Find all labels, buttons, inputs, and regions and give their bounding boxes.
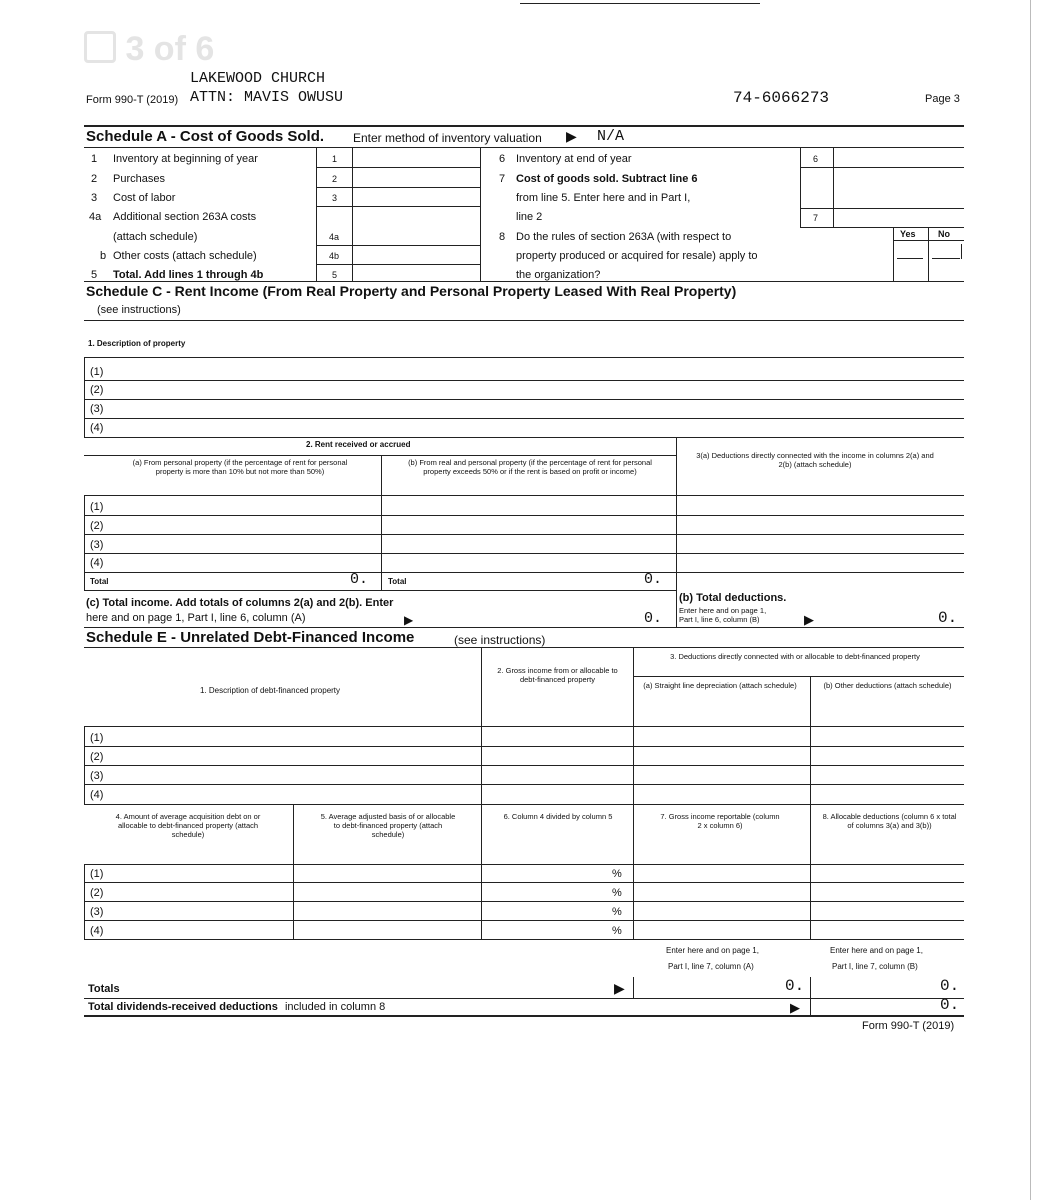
col6-header: 6. Column 4 divided by column 5 [503,812,613,821]
row-label: (4) [90,789,104,801]
row-label: (2) [90,520,104,532]
page-indicator-overlay [84,30,214,69]
line-label: Inventory at end of year [516,153,632,165]
row-label: (2) [90,384,104,396]
col8-header: 8. Allocable deductions (column 6 x total of columns 3(a) and 3(b)) [822,812,957,830]
totals-7-value: 0. [785,977,805,995]
schedule-e-title: Schedule E - Unrelated Debt-Financed Income [86,629,415,646]
row-label: (4) [90,422,104,434]
line-num: 4a [89,211,102,223]
total-deductions-sub1: Enter here and on page 1, [679,606,767,615]
ein: 74-6066273 [733,89,830,107]
box-label: 2 [332,174,338,184]
total-income-value: 0. [644,610,663,627]
page-indicator-icon [84,31,116,63]
enter-7-line2: Part I, line 7, column (A) [668,962,754,971]
page-number: Page 3 [925,93,960,105]
row-label: (3) [90,539,104,551]
col-b-header: (b) From real and personal property (if the percentage of rent for personal property exceeds 50% or if the rent is based on profit or income) [408,458,652,476]
arrow-icon: ▶ [804,612,814,627]
line-label: Total. Add lines 1 through 4b [113,269,264,281]
line-label: Additional section 263A costs [113,211,257,223]
row-label: (3) [90,770,104,782]
enter-8-line2: Part I, line 7, column (B) [832,962,918,971]
line-num: 3 [91,192,98,204]
line-num: 1 [91,153,98,165]
line-label: Cost of labor [113,192,176,204]
enter-7-line1: Enter here and on page 1, [666,946,759,955]
box-label: 7 [813,213,819,223]
no-checkbox[interactable] [932,258,960,259]
col7-header: 7. Gross income reportable (column 2 x column 6) [660,812,780,830]
col4-header: 4. Amount of average acquisition debt on or allocable to debt-financed property (attach schedule) [115,812,261,839]
total-deductions-value: 0. [938,609,958,627]
line-num: 7 [499,173,506,185]
schedule-a-method-value: N/A [597,128,625,145]
box-label: 1 [332,154,338,164]
line-num: 5 [91,269,98,281]
schedule-e-see: (see instructions) [454,633,546,647]
box-label: 4b [329,251,340,261]
org-name: LAKEWOOD CHURCH [190,70,326,87]
dividends-label [88,1001,385,1013]
row-label: (4) [90,925,104,937]
yes-checkbox[interactable] [897,258,923,259]
dividends-label-text: Total dividends-received deductions [88,1001,278,1013]
line-label: from line 5. Enter here and in Part I, [516,192,691,204]
total-income-line1: (c) Total income. Add totals of columns 2(a) and 2(b). Enter [86,597,394,609]
line-label: Other costs (attach schedule) [113,250,257,262]
row-label: (2) [90,751,104,763]
row-label: (1) [90,868,104,880]
percent-sign: % [612,868,622,880]
box-label: 6 [813,154,819,164]
box-label: 5 [332,270,338,280]
col2-header: 2. Gross income from or allocable to debt-financed property [497,666,618,684]
schedule-c-see: (see instructions) [97,304,181,316]
row-label: (1) [90,501,104,513]
percent-sign: % [612,925,622,937]
yes-label: Yes [900,229,916,239]
enter-8-line1: Enter here and on page 1, [830,946,923,955]
schedule-a-method-label: Enter method of inventory valuation [353,131,542,145]
rent-header: 2. Rent received or accrued [306,440,411,449]
dividends-note: included in column 8 [284,1001,386,1013]
row-label: (4) [90,557,104,569]
attn-line: ATTN: MAVIS OWUSU [190,89,344,106]
line-num: 8 [499,231,506,243]
total-label: Total [90,577,109,586]
line-num: b [100,250,107,262]
col3-header: 3. Deductions directly connected with or allocable to debt-financed property [670,652,920,661]
input-field[interactable] [353,148,479,166]
line-label: property produced or acquired for resale) apply to [516,250,758,262]
row-label: (2) [90,887,104,899]
arrow-icon: ▶ [404,613,414,627]
row-label: (3) [90,403,104,415]
totals-label: Totals [88,983,120,995]
footer-form-label: Form 990-T (2019) [862,1020,955,1032]
line-label: line 2 [516,211,543,223]
row-label: (3) [90,906,104,918]
page-indicator-label: 3 of 6 [125,30,215,68]
form-label: Form 990-T (2019) [86,94,179,106]
total-deductions-title: (b) Total deductions. [679,592,787,604]
col5-header: 5. Average adjusted basis of or allocable to debt-financed property (attach schedule) [320,812,456,839]
total-b-label: Total [388,577,407,586]
totals-8-value: 0. [940,977,960,995]
col-a-header: (a) From personal property (if the percentage of rent for personal property is more than 10% but not more than 50%) [132,458,348,476]
row-label: (1) [90,366,104,378]
no-label: No [938,229,950,239]
line-label: (attach schedule) [113,231,198,243]
arrow-icon: ▶ [614,980,625,996]
arrow-icon: ▶ [566,128,577,144]
box-label: 4a [329,232,340,242]
col-3a-header: 3(a) Deductions directly connected with the income in columns 2(a) and 2(b) (attach schedule) [696,451,934,469]
box-label: 3 [332,193,338,203]
row-label: (1) [90,732,104,744]
col3b-header: (b) Other deductions (attach schedule) [823,681,952,690]
total-income-line2: here and on page 1, Part I, line 6, column (A) [86,612,306,624]
line-label: Inventory at beginning of year [113,153,258,165]
schedule-c-title: Schedule C - Rent Income (From Real Property and Personal Property Leased With Real Property) [86,283,737,299]
col3a-header: (a) Straight line depreciation (attach schedule) [643,681,797,690]
total-deductions-sub2: Part I, line 6, column (B) [679,615,760,624]
line-num: 6 [499,153,506,165]
percent-sign: % [612,887,622,899]
total-b-value: 0. [644,571,663,588]
line-label: the organization? [516,269,601,281]
arrow-icon: ▶ [790,1000,800,1015]
dividends-value: 0. [940,996,960,1014]
line-label: Cost of goods sold. Subtract line 6 [516,173,698,185]
line-label: Purchases [113,173,165,185]
line-num: 2 [91,173,98,185]
schedule-c-desc-label: 1. Description of property [88,339,186,348]
total-a-value: 0. [350,571,369,588]
line-label: Do the rules of section 263A (with respect to [516,231,732,243]
schedule-a-title: Schedule A - Cost of Goods Sold. [86,128,325,145]
percent-sign: % [612,906,622,918]
col1-header: 1. Description of debt-financed property [199,686,341,695]
